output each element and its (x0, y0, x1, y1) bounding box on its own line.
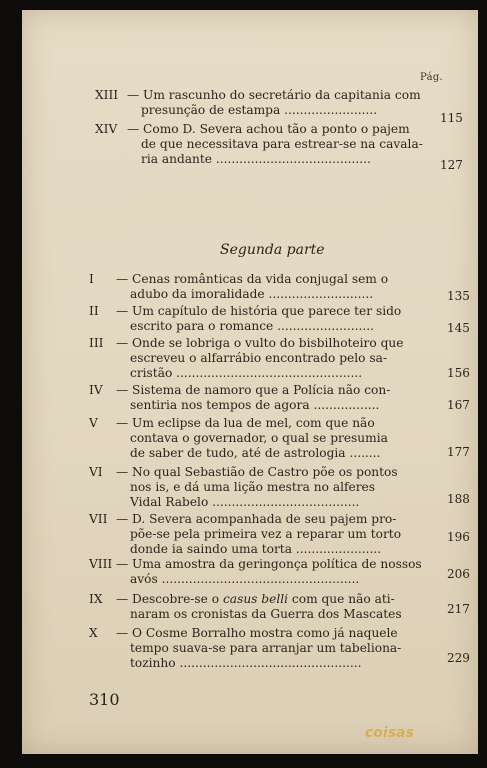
chapter-title (116, 304, 401, 334)
chapter-page: 188 (447, 492, 470, 506)
chapter-number: II (89, 304, 99, 318)
chapter-page: 135 (447, 289, 470, 303)
chapter-title-line: — Como D. Severa achou tão a ponto o pajem (127, 122, 410, 136)
chapter-title (116, 626, 401, 671)
chapter-number: X (89, 626, 98, 640)
chapter-title-line: — Sistema de namoro que a Polícia não con- (116, 383, 391, 397)
chapter-number: V (89, 416, 98, 430)
chapter-page: 177 (447, 445, 470, 459)
casus-belli: casus belli (222, 592, 289, 606)
chapter-title-line: ria andante ........................................ (141, 152, 371, 166)
chapter-page: 196 (447, 530, 470, 544)
chapter-title (116, 557, 422, 587)
chapter-number: IV (89, 383, 103, 397)
chapter-title-line: nos is, e dá uma lição mestra no alferes (130, 480, 376, 494)
chapter-title-line: contava o governador, o qual se presumia (130, 431, 388, 445)
chapter-title-line: tempo suava-se para arranjar um tabeliona- (130, 641, 402, 655)
chapter-title-line: sentiria nos tempos de agora ................. (130, 398, 380, 412)
chapter-page: 167 (447, 398, 470, 412)
chapter-page: 229 (447, 651, 470, 665)
chapter-title (116, 336, 403, 381)
page-number: 310 (89, 690, 120, 709)
chapter-title-line: adubo da imoralidade ........................... (130, 287, 374, 301)
chapter-page: 217 (447, 602, 470, 616)
chapter-title-line: — No qual Sebastião de Castro põe os pontos (116, 465, 398, 479)
chapter-title (116, 592, 402, 622)
chapter-title (127, 88, 421, 118)
chapter-title-line: — Um capítulo de história que parece ter sido (116, 304, 402, 318)
chapter-number: IX (89, 592, 103, 606)
chapter-number: VIII (89, 557, 113, 571)
chapter-title-line: presunção de estampa ........................ (141, 103, 378, 117)
chapter-title-line: — Cenas românticas da vida conjugal sem o (116, 272, 389, 286)
chapter-title-line: — Um rascunho do secretário da capitania com (127, 88, 421, 102)
chapter-title-line: naram os cronistas da Guerra dos Mascates (130, 607, 402, 621)
chapter-title (116, 512, 401, 557)
chapter-title-line: escreveu o alfarrábio encontrado pelo sa- (130, 351, 387, 365)
chapter-page: 145 (447, 321, 470, 335)
chapter-title-line: de que necessitava para estrear-se na cavala- (141, 137, 423, 151)
chapter-number: VII (89, 512, 108, 526)
chapter-number: XIV (95, 122, 118, 136)
watermark-logo: coisas (365, 725, 414, 741)
chapter-title-line: — Um eclipse da lua de mel, com que não (116, 416, 375, 430)
chapter-title-line: — O Cosme Borralho mostra como já naquele (116, 626, 398, 640)
chapter-page: 127 (440, 158, 463, 172)
chapter-title-line: — Uma amostra da geringonça política de nossos (116, 557, 422, 571)
chapter-title (127, 122, 423, 167)
chapter-title-line: — Descobre-se o casus belli com que não ati- (116, 592, 395, 606)
chapter-title-line: escrito para o romance ......................... (130, 319, 374, 333)
chapter-page: 115 (440, 111, 463, 125)
chapter-title-line: — D. Severa acompanhada de seu pajem pro- (116, 512, 397, 526)
chapter-number: I (89, 272, 94, 286)
chapter-title-line: — Onde se lobriga o vulto do bisbilhoteiro que (116, 336, 404, 350)
chapter-title-line: avós ................................................... (130, 572, 360, 586)
book-page (22, 10, 478, 754)
chapter-title-line: põe-se pela primeira vez a reparar um torto (130, 527, 402, 541)
chapter-number: VI (89, 465, 103, 479)
section-title: Segunda parte (220, 242, 325, 258)
chapter-number: XIII (95, 88, 119, 102)
chapter-number: III (89, 336, 104, 350)
chapter-title (116, 416, 388, 461)
chapter-title-line: donde ia saindo uma torta ...................... (130, 542, 382, 556)
chapter-title-line: de saber de tudo, até de astrologia ........ (130, 446, 381, 460)
chapter-title-line: Vidal Rabelo ...................................... (130, 495, 360, 509)
chapter-page: 156 (447, 366, 470, 380)
page-column-label: Pág. (420, 72, 444, 83)
chapter-title (116, 383, 390, 413)
chapter-title (116, 465, 398, 510)
chapter-title-line: cristão ................................................ (130, 366, 363, 380)
chapter-page: 206 (447, 567, 470, 581)
chapter-title (116, 272, 388, 302)
chapter-title-line: tozinho ............................................... (130, 656, 362, 670)
